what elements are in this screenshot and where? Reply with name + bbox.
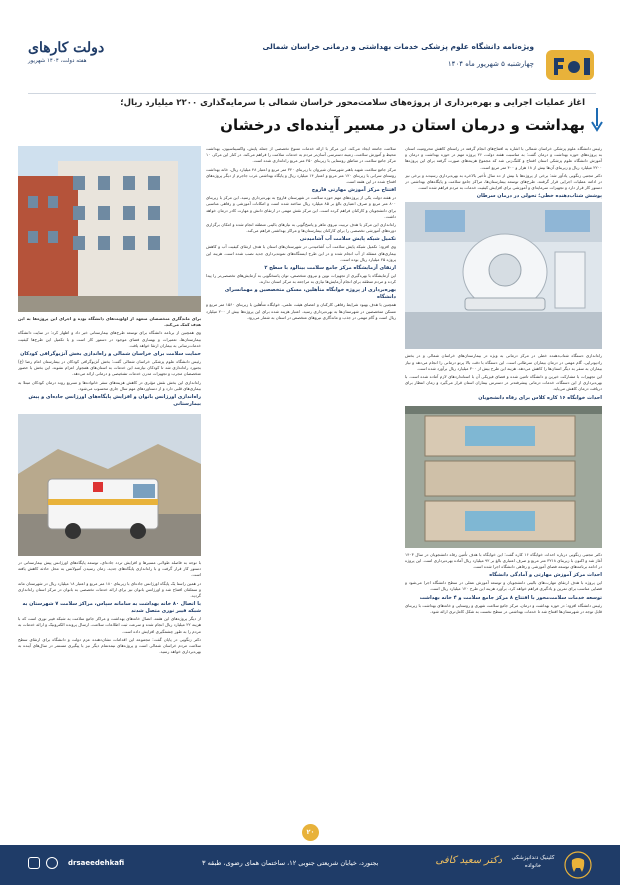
masthead bbox=[28, 30, 596, 94]
brand-tagline: هفته دولت، ۱۴۰۴ شهریور bbox=[28, 58, 87, 64]
section-heading: ارتقای آزمایشگاه مرکز جامع سلامت بینالود با سطح ۲ bbox=[264, 265, 396, 272]
paragraph: وی همچنین از برنامه دانشگاه برای توسعه طرح‌های بیمارستانی خبر داد و اظهار کرد: در سایت دانشگاه بیمارستان‌ها، تعمیرات و بهسازی فضای موجود در دستور کار است و با تکمیل این طرح‌ها کیفیت خدمات‌رسانی به بیماران ارتقا خواهد یافت. bbox=[18, 330, 201, 348]
paragraph: این تجهیزات با مشارکت خیرین و دانشگاه تامین شده و فضای فیزیکی آن با استانداردهای لازم آماده شده است. با بهره‌برداری از این دستگاه، خدمات درمانی پیشرفته‌تر در دسترس بیماران استان قرار می‌گیرد و زمان انتظار برای دریافت درمان کاهش می‌یابد. bbox=[405, 374, 602, 392]
section-heading: بهره‌برداری از پروژه خوابگاه متأهلین، مسکن متخصصین و مهمانسرای دانشگاه bbox=[224, 287, 396, 301]
arrow-down-icon bbox=[591, 106, 603, 132]
dentist-signature: دکتر سعید کافی bbox=[435, 855, 502, 866]
paragraph: راه‌اندازی این بخش نقش مؤثری در کاهش هزینه‌های سفر خانواده‌ها و تسریع روند درمان کودکان مبتلا به بیماری‌های قلبی دارد و از دستاوردهای مهم سال جاری محسوب می‌شود. bbox=[18, 379, 201, 391]
paragraph: رئیس دانشگاه علوم پزشکی خراسان شمالی با اشاره به افتتاح‌های انجام گرفته در راستای کاهش محرومیت استان به پروژه‌های حوزه بهداشت و درمان گفت: به مناسبت هفته دولت، ۲۶ پروژه مهم در حوزه بهداشت و درمان و آموزش دانشگاه علوم پزشکی استان افتتاح و کلنگ‌زنی شد که مجموع هزینه‌های صورت گرفته برای این پروژه‌ها ۲۲۰۰ میلیارد ریال و زیربنای آن‌ها بیش از ۱۸ هزار و ۴۰۰ متر مربع است. bbox=[405, 146, 602, 170]
article-overtitle: آغاز عملیات اجرایی و بهره‌برداری از پروژه‌های سلامت‌محور خراسان شمالی با سرمایه‌گذاری ۲۲۰۰ میلیارد ریال؛ bbox=[120, 98, 585, 108]
section-heading: حمایت سلامت برای خراسان شمالی و راه‌اندازی بخش آنژیوگرافی کودکان bbox=[20, 351, 201, 358]
newsletter-logo bbox=[544, 40, 596, 86]
instagram-icon[interactable] bbox=[28, 857, 40, 869]
article-column-middle bbox=[206, 146, 396, 846]
section-heading: احداث مرکز آموزش مهارتی و آمادگی دانشگاه bbox=[489, 572, 602, 579]
paragraph: در همین راستا یک پایگاه اورژانس جاده‌ای با زیربنای ۱۸۰ متر مربع و اعتبار ۱۸ میلیارد ریال در شهرستان مانه و سملقان افتتاح شد و اورژانس بانوان نیز برای ارائه خدمات تخصصی به بانوان در مرکز استان راه‌اندازی گردید. bbox=[18, 580, 201, 599]
section-heading: تکمیل شبکه پایش سلامت آب آشامیدنی bbox=[299, 236, 396, 243]
building-photo bbox=[18, 146, 201, 312]
article-column-left bbox=[18, 146, 201, 846]
paragraph: راه‌اندازی این مرکز با هدف تربیت نیروی ماهر و پاسخ‌گویی به نیازهای بالینی منطقه انجام شده و امکان برگزاری دوره‌های آموزشی تخصصی را برای کارکنان بیمارستان‌ها و مراکز بهداشتی فراهم می‌کند. bbox=[206, 222, 396, 234]
paragraph: رئیس دانشگاه افزود: در حوزه بهداشت و درمان، مرکز جامع سلامت شهری و روستایی و خانه‌های بهداشت با زیربنای قابل توجه در شهرستان‌ها افتتاح شد تا خدمات بهداشتی در سطح نخست به شکل کامل‌تری ارائه شود. bbox=[405, 602, 602, 614]
paragraph: سلامت جامعه ایجاد می‌کند. این مرکز با ارائه خدمات متنوع تخصصی از جمله پایش، واکسیناسیون، بهداشت محیط و آموزش سلامت، زمینه دسترسی آسان‌تر مردم به خدمات سلامت را فراهم می‌کند. در کنار این مرکز، ۱۰ مرکز جامع سلامت در مناطق روستایی با زیربنای ۲۵۰ متر مربع راه‌اندازی شده است. bbox=[206, 146, 396, 164]
paragraph: مرکز جامع سلامت شهید باهنر شهرستان شیروان با زیربنای ۳۴۰ متر مربع و اعتبار ۴۸ میلیارد ریال، خانه بهداشت روستای سرانی با زیربنای ۱۲۰ متر مربع و اعتبار ۱۴ میلیارد ریال و پایگاه بهداشتی غرب جاجرم از دیگر پروژه‌های افتتاح شده در این هفته است. bbox=[206, 166, 396, 185]
paragraph: همچنین با هدف بهبود شرایط رفاهی کارکنان و اعضای هیئت علمی، خوابگاه متأهلین با زیربنای ۱۵۶۰ متر مربع و مسکن متخصصین در شهرستان‌ها به بهره‌برداری رسید. اعتبار هزینه شده برای این پروژه‌ها بیش از ۲۰۰ میلیارد ریال است و گام مهمی در جذب و ماندگاری نیروهای متخصص در استان به شمار می‌رود. bbox=[206, 302, 396, 320]
linac-room-photo bbox=[405, 202, 602, 349]
tooth-icon bbox=[564, 851, 592, 879]
advertisement-footer bbox=[0, 845, 620, 885]
paragraph: رئیس دانشگاه علوم پزشکی خراسان شمالی گفت: بخش آنژیوگرافی کودکان در بیمارستان امام رضا (ع) بجنورد راه‌اندازی شد تا کودکان نیازمند این خدمات به استان‌های همجوار اعزام نشوند. این بخش با حضور متخصصان مجرب و تجهیزات مدرن خدمات تشخیصی و درمانی ارائه می‌دهد. bbox=[18, 359, 201, 377]
paragraph: راه‌اندازی دستگاه شتاب‌دهنده خطی در مرکز درمانی به ویژه در بیمارستان‌های خراسان شمالی و در بخش رادیوتراپی، گام مهمی در درمان بیماران سرطانی است. این دستگاه با دقت بالا پرتو درمانی را انجام می‌دهد و نیاز بیماران به سفر به دیگر استان‌ها را کاهش می‌دهد. هزینه این طرح بیش از ۳۰۰ میلیارد ریال برآورد شده است. bbox=[405, 353, 602, 371]
section-heading: احداث خوابگاه ۱۶ کاره کلاس برای رفاه دانشجویان bbox=[478, 394, 602, 401]
publication-title: ویژه‌نامه دانشگاه علوم پزشکی خدمات بهداشتی و درمانی خراسان شمالی bbox=[262, 42, 534, 51]
section-heading: با اتصال ۸۰ خانه بهداشت به سامانه سپاس، مراکز سلامت ۷ شهرستان به شبکه فیبر نوری متصل شدند bbox=[22, 601, 201, 615]
hafte-dolat-brand bbox=[28, 40, 116, 64]
telegram-icon[interactable] bbox=[46, 857, 58, 869]
paragraph: این آزمایشگاه با بهره‌گیری از تجهیزات نوین و نیروی متخصص، توان پاسخگویی به آزمایش‌های تخصصی‌تر را پیدا کرده و مردم منطقه برای انجام آزمایش‌ها نیازی به مراجعه به مرکز استان ندارند. bbox=[206, 273, 396, 285]
social-handle[interactable]: drsaeedehkafi bbox=[68, 859, 125, 867]
paragraph: در هفته دولت یکی از پروژه‌های مهم حوزه سلامت در شهرستان فاروج به بهره‌برداری رسید. این مرکز با زیربنای ۸۰۰ متر مربع و صرف اعتباری بالغ بر ۸۵ میلیارد ریال ساخته شده است و امکانات آموزشی و رفاهی مناسبی برای دانشجویان و کارکنان فراهم کرده است. این مرکز نقش مهمی در ارتقای دانش و مهارت کادر درمان خواهد داشت. bbox=[206, 195, 396, 219]
photo-caption: برای ماندگاری متخصصان متعهد از اولویت‌های دانشگاه بوده و اجرای این پروژه‌ها به این هدف کمک می‌کند. bbox=[18, 316, 201, 328]
brand-mark: دولت کارهای bbox=[28, 40, 105, 56]
clinic-address: بجنورد، خیابان شریعتی جنوبی ۱۲، ساختمان همای رضوی، طبقه ۳ bbox=[202, 859, 379, 867]
article-title: بهداشت و درمان استان در مسیر آینده‌ای درخشان bbox=[220, 116, 585, 134]
ambulance-photo bbox=[18, 414, 201, 556]
dormitory-aerial-photo bbox=[405, 406, 602, 548]
paragraph: با توجه به فاصله طولانی مسیرها و افزایش تردد جاده‌ای، توسعه پایگاه‌های اورژانس پیش بیمارستانی در دستور کار قرار گرفت و با راه‌اندازی پایگاه‌های جدید، زمان رسیدن آمبولانس به محل حادثه کاهش یافته است. bbox=[18, 560, 201, 578]
clinic-name: کلینیک دندانپزشکی خانواده bbox=[511, 855, 555, 869]
paragraph: دکتر مجتبی زنگویی یادآور شد: برخی از پروژه‌ها با بیش از ده سال تأخیر بالاخره به بهره‌برداری رسیدند و برخی نیز در ادامه عملیات اجرایی قرار گرفتند. طرح‌های توسعه بیمارستان‌ها، مراکز جامع سلامت و پایگاه‌های بهداشتی در دستور کار قرار دارد و تجهیزات سرمایه‌ای و آموزشی برای افزایش کیفیت خدمات به مردم فراهم شده است. bbox=[405, 172, 602, 191]
article-column-right bbox=[405, 146, 602, 846]
article-heading bbox=[38, 98, 603, 134]
section-heading: افتتاح مرکز آموزش مهارتی فاروج bbox=[311, 187, 396, 194]
paragraph: از دیگر پروژه‌های این هفته، اتصال خانه‌های بهداشت و مراکز جامع سلامت به شبکه فیبر نوری است که با هزینه ۲۲ میلیارد ریال انجام شده و سرعت ثبت اطلاعات سلامت، ارسال پرونده الکترونیک و ارائه خدمات به مردم را به طور چشمگیری افزایش داده است. bbox=[18, 616, 201, 634]
page-number: ۲۰ bbox=[302, 824, 319, 841]
paragraph: وی افزود: تکمیل شبکه پایش سلامت آب آشامیدنی در شهرستان‌های استان با هدف ارتقای کیفیت آب و کاهش بیماری‌های منتقله از آب انجام شده و در این طرح ایستگاه‌های نمونه‌برداری جدید نصب شده است. هزینه این پروژه ۲۵ میلیارد ریال بوده است. bbox=[206, 244, 396, 262]
section-heading: راه‌اندازی اورژانس بانوان و افزایش پایگاه‌های اورژانس جاده‌ای و پیش بیمارستانی bbox=[28, 394, 201, 408]
section-heading: توسعه خدمات سلامت‌محور با افتتاح ۸ مرکز جامع سلامت و ۴ خانه بهداشت bbox=[419, 594, 602, 601]
paragraph: این پروژه با هدف ارتقای مهارت‌های بالینی دانشجویان و توسعه آموزش عملی در سطح دانشگاه اجرا می‌شود و فضایی مناسب برای تمرین و یادگیری فراهم خواهد کرد. برآورد هزینه این طرح ۱۲۰ میلیارد ریال است. bbox=[405, 580, 602, 592]
paragraph: دکتر زنگویی در پایان گفت: مجموعه این اقدامات نشان‌دهنده عزم دولت و دانشگاه برای ارتقای سطح سلامت مردم خراسان شمالی است و پروژه‌های نیمه‌تمام دیگر نیز با پیگیری مستمر در سال‌های آینده به بهره‌برداری خواهد رسید. bbox=[18, 636, 201, 655]
paragraph: دکتر مجتبی زنگویی درباره احداث خوابگاه ۱۶ کاره گفت: این خوابگاه با هدف تأمین رفاه دانشجویان در سال ۱۴۰۳ آغاز شد و اکنون با زیربنای ۳۲۱۸ متر مربع و صرف اعتباری بالغ بر ۹۲ میلیارد ریال آماده بهره‌برداری است. این پروژه در ادامه برنامه‌های توسعه فضای آموزشی و رفاهی دانشگاه اجرا شده است. bbox=[405, 551, 602, 570]
issue-date: چهارشنبه ۵ شهریور ماه ۱۴۰۴ bbox=[447, 60, 534, 68]
section-heading: پوشش شتاب‌دهنده خطی؛ تحولی در درمان سرطان bbox=[476, 193, 602, 200]
